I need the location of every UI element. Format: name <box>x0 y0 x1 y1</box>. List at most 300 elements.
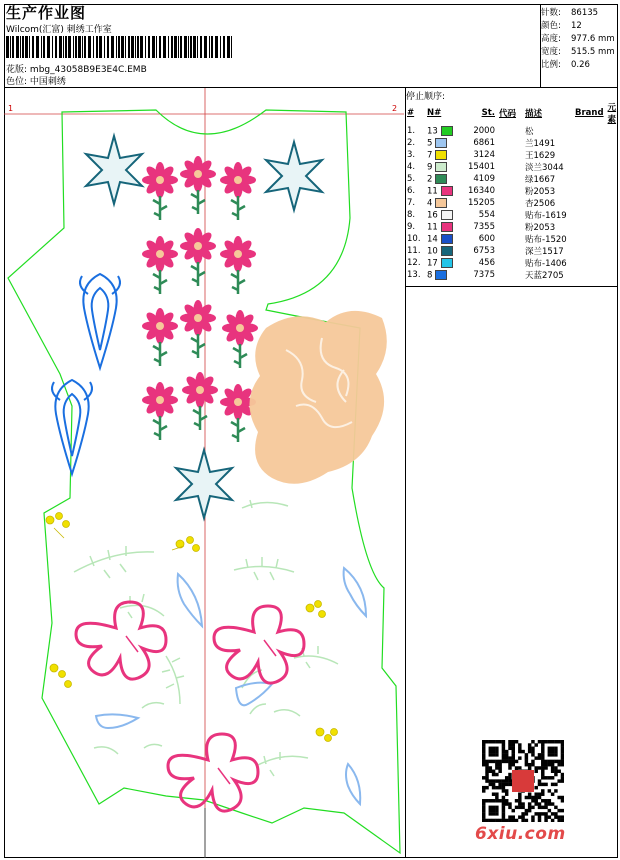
col-needle: N# <box>427 108 442 118</box>
row-brand <box>573 161 606 173</box>
qr-module <box>498 740 501 743</box>
qr-module <box>498 779 501 782</box>
qr-module <box>554 760 557 763</box>
qr-module <box>528 743 531 746</box>
colorway-name: 中国刺绣 <box>29 77 66 87</box>
row-code <box>497 149 523 161</box>
qr-module <box>538 819 541 822</box>
row-needle: 8 <box>425 269 459 281</box>
qr-module <box>492 740 495 743</box>
row-needle: 17 <box>425 257 459 269</box>
qr-module <box>502 753 505 756</box>
qr-module <box>492 809 495 812</box>
pink-daisy <box>222 310 258 368</box>
qr-module <box>482 806 485 809</box>
qr-module <box>518 756 521 759</box>
row-brand <box>573 221 606 233</box>
qr-module <box>534 799 537 802</box>
row-brand <box>573 233 606 245</box>
qr-module <box>502 809 505 812</box>
row-index: 5. <box>407 174 416 184</box>
row-stitches: 456 <box>478 258 495 268</box>
qr-module <box>498 819 501 822</box>
qr-module <box>554 770 557 773</box>
qr-module <box>495 779 498 782</box>
qr-module <box>508 779 511 782</box>
qr-module <box>492 770 495 773</box>
row-code <box>497 257 523 269</box>
row-index: 2. <box>407 138 416 148</box>
color-swatch <box>435 198 447 208</box>
row-stitches: 600 <box>478 234 495 244</box>
pink-daisy <box>220 236 256 294</box>
qr-module <box>482 750 485 753</box>
qr-module <box>492 750 495 753</box>
qr-module <box>512 815 515 818</box>
barcode-bar <box>231 36 232 58</box>
barcode-bar <box>159 36 161 58</box>
qr-module <box>551 740 554 743</box>
table-row <box>405 245 620 257</box>
qr-module <box>515 740 518 743</box>
barcode-bar <box>6 36 9 58</box>
qr-module <box>561 756 564 759</box>
qr-module <box>541 753 544 756</box>
barcode-bar <box>152 36 155 58</box>
qr-module <box>554 812 557 815</box>
qr-module <box>525 809 528 812</box>
qr-module <box>525 760 528 763</box>
qr-module <box>489 770 492 773</box>
row-element <box>606 185 620 197</box>
barcode-bar <box>22 36 24 58</box>
qr-module <box>544 815 547 818</box>
table-row <box>405 185 620 197</box>
qr-module <box>489 812 492 815</box>
teal-star-flower-3 <box>176 450 232 518</box>
qr-module <box>548 740 551 743</box>
color-swatch <box>441 210 453 220</box>
qr-module <box>482 786 485 789</box>
table-row <box>405 257 620 269</box>
row-description: 兰1491 <box>525 139 556 149</box>
qr-module <box>502 740 505 743</box>
qr-module <box>528 806 531 809</box>
row-needle: 9 <box>425 161 459 173</box>
qr-module <box>551 812 554 815</box>
row-code <box>497 161 523 173</box>
qr-module <box>561 740 564 743</box>
col-description: 描述 <box>525 109 543 119</box>
qr-module <box>544 812 547 815</box>
barcode-bar <box>99 36 102 58</box>
qr-module <box>495 812 498 815</box>
row-element <box>606 137 620 149</box>
qr-module <box>541 773 544 776</box>
qr-module <box>538 740 541 743</box>
qr-module <box>515 819 518 822</box>
stat-colors: 颜色: 12 <box>541 21 582 31</box>
qr-module <box>561 776 564 779</box>
row-brand <box>573 257 606 269</box>
qr-module <box>551 802 554 805</box>
qr-module <box>518 802 521 805</box>
page-title: 生产作业图 <box>6 4 87 22</box>
qr-module <box>502 760 505 763</box>
qr-module <box>482 776 485 779</box>
qr-module <box>505 750 508 753</box>
qr-module <box>498 786 501 789</box>
qr-module <box>498 763 501 766</box>
row-description: 绿1667 <box>525 175 556 185</box>
qr-module <box>544 802 547 805</box>
qr-module <box>541 740 544 743</box>
row-needle: 5 <box>425 137 459 149</box>
barcode-bar <box>209 36 210 58</box>
qr-module <box>551 766 554 769</box>
qr-module <box>538 802 541 805</box>
qr-module <box>495 809 498 812</box>
qr-module <box>518 750 521 753</box>
qr-module <box>485 786 488 789</box>
qr-module <box>502 815 505 818</box>
qr-module <box>495 799 498 802</box>
qr-module <box>505 776 508 779</box>
row-index: 7. <box>407 198 416 208</box>
qr-module <box>482 740 485 743</box>
yellow-sprig-3 <box>306 601 326 618</box>
row-stitches: 6861 <box>473 138 495 148</box>
qr-module <box>531 815 534 818</box>
qr-module <box>534 812 537 815</box>
qr-module <box>528 809 531 812</box>
embroidery-design-preview <box>4 88 404 858</box>
qr-module <box>495 747 498 750</box>
qr-module <box>548 750 551 753</box>
qr-module <box>498 766 501 769</box>
qr-module <box>508 763 511 766</box>
barcode-bar <box>163 36 166 58</box>
qr-module <box>544 766 547 769</box>
colorway-label: 色位: <box>6 77 28 87</box>
qr-module <box>525 753 528 756</box>
qr-module <box>541 783 544 786</box>
barcode-bar <box>121 36 124 58</box>
qr-module <box>489 779 492 782</box>
qr-module <box>544 783 547 786</box>
site-watermark: 6xiu.com <box>475 824 566 844</box>
qr-module <box>541 766 544 769</box>
qr-module <box>512 753 515 756</box>
row-index: 1. <box>407 126 416 136</box>
qr-module <box>521 819 524 822</box>
barcode-bar <box>116 36 117 58</box>
qr-module <box>512 743 515 746</box>
row-description: 王1629 <box>525 151 556 161</box>
blue-ornament-left-upper <box>80 274 120 368</box>
qr-module <box>554 806 557 809</box>
qr-module <box>544 776 547 779</box>
barcode-bar <box>52 36 53 58</box>
qr-module <box>482 760 485 763</box>
color-swatch <box>441 186 453 196</box>
table-row <box>405 233 620 245</box>
qr-module <box>554 766 557 769</box>
row-needle: 11 <box>425 221 459 233</box>
qr-module <box>528 750 531 753</box>
qr-module <box>528 747 531 750</box>
qr-module <box>508 760 511 763</box>
qr-module <box>548 802 551 805</box>
color-swatch <box>435 174 447 184</box>
qr-module <box>541 756 544 759</box>
barcode-bar <box>75 36 77 58</box>
qr-module <box>557 779 560 782</box>
qr-module <box>551 747 554 750</box>
qr-module <box>502 802 505 805</box>
qr-module <box>521 750 524 753</box>
qr-module <box>482 815 485 818</box>
qr-module <box>561 753 564 756</box>
qr-module <box>548 760 551 763</box>
qr-module <box>521 812 524 815</box>
row-description: 深兰1517 <box>525 247 564 257</box>
qr-module <box>538 753 541 756</box>
qr-module <box>534 766 537 769</box>
table-header-row <box>405 101 620 125</box>
row-code <box>497 137 523 149</box>
barcode-bar <box>174 36 177 58</box>
qr-module <box>551 760 554 763</box>
barcode-bar <box>211 36 213 58</box>
barcode-bar <box>43 36 45 58</box>
barcode-bar <box>118 36 120 58</box>
qr-module <box>492 819 495 822</box>
qr-module <box>492 786 495 789</box>
qr-module <box>492 783 495 786</box>
barcode-bar <box>145 36 146 58</box>
row-description: 天蓝2705 <box>525 271 564 281</box>
qr-module <box>485 819 488 822</box>
barcode-bar <box>193 36 196 58</box>
qr-module <box>561 809 564 812</box>
qr-module <box>561 743 564 746</box>
qr-module <box>521 815 524 818</box>
qr-module <box>557 819 560 822</box>
qr-module <box>518 796 521 799</box>
row-brand <box>573 269 606 281</box>
qr-module <box>544 763 547 766</box>
row-brand <box>573 245 606 257</box>
qr-module <box>538 766 541 769</box>
qr-module <box>557 815 560 818</box>
qr-module <box>512 750 515 753</box>
barcode-bar <box>84 36 86 58</box>
barcode-bar <box>25 36 28 58</box>
qr-module <box>554 815 557 818</box>
qr-module <box>482 812 485 815</box>
qr-module <box>561 815 564 818</box>
row-element <box>606 173 620 185</box>
qr-module <box>489 760 492 763</box>
qr-module <box>495 766 498 769</box>
qr-module <box>548 753 551 756</box>
qr-module <box>505 802 508 805</box>
barcode-bar <box>200 36 202 58</box>
qr-module <box>485 760 488 763</box>
qr-module <box>508 766 511 769</box>
barcode-bar <box>107 36 109 58</box>
qr-module <box>489 766 492 769</box>
qr-module <box>502 783 505 786</box>
qr-module <box>482 763 485 766</box>
barcode-bar <box>223 36 225 58</box>
col-brand: Brand <box>575 108 604 118</box>
qr-module <box>495 750 498 753</box>
qr-module <box>489 747 492 750</box>
row-description: 杏2506 <box>525 199 556 209</box>
table-row <box>405 137 620 149</box>
qr-module <box>508 747 511 750</box>
qr-module <box>512 819 515 822</box>
qr-module <box>561 799 564 802</box>
barcode-bar <box>59 36 62 58</box>
row-description: 贴布-1406 <box>525 259 567 269</box>
qr-module <box>515 806 518 809</box>
qr-module <box>498 760 501 763</box>
qr-module <box>492 779 495 782</box>
qr-module <box>495 819 498 822</box>
qr-module <box>508 773 511 776</box>
qr-module <box>508 806 511 809</box>
row-index: 6. <box>407 186 416 196</box>
row-needle: 14 <box>425 233 459 245</box>
color-swatch <box>441 234 453 244</box>
row-needle: 16 <box>425 209 459 221</box>
qr-module <box>534 756 537 759</box>
qr-module <box>502 743 505 746</box>
qr-module <box>485 740 488 743</box>
qr-module <box>495 760 498 763</box>
qr-module <box>508 743 511 746</box>
qr-module <box>561 773 564 776</box>
row-needle: 7 <box>425 149 459 161</box>
qr-module <box>495 792 498 795</box>
qr-code <box>482 740 564 822</box>
barcode-bar <box>63 36 64 58</box>
qr-module <box>482 799 485 802</box>
barcode-bar <box>220 36 221 58</box>
qr-module <box>541 776 544 779</box>
qr-module <box>551 776 554 779</box>
color-swatch <box>435 270 447 280</box>
yellow-sprig-2 <box>172 537 200 552</box>
barcode-bar <box>168 36 169 58</box>
peach-damask-motif <box>249 311 386 484</box>
qr-module <box>518 747 521 750</box>
qr-module <box>531 753 534 756</box>
qr-module <box>531 799 534 802</box>
qr-module <box>541 806 544 809</box>
barcode-bar <box>171 36 173 58</box>
qr-module <box>492 753 495 756</box>
row-needle: 10 <box>425 245 459 257</box>
qr-module <box>498 799 501 802</box>
yellow-sprig-5 <box>316 728 338 742</box>
pink-daisy <box>142 162 178 220</box>
barcode-bar <box>156 36 157 58</box>
qr-module <box>554 773 557 776</box>
barcode-bar <box>197 36 198 58</box>
qr-module <box>538 815 541 818</box>
barcode-bar <box>131 36 134 58</box>
qr-module <box>528 763 531 766</box>
row-index: 9. <box>407 222 416 232</box>
qr-module <box>525 763 528 766</box>
qr-module <box>551 819 554 822</box>
row-brand <box>573 209 606 221</box>
barcode-bar <box>215 36 218 58</box>
teal-star-flower-2 <box>266 142 322 210</box>
barcode-bar <box>148 36 150 58</box>
qr-module <box>541 760 544 763</box>
qr-module <box>512 763 515 766</box>
row-index: 3. <box>407 150 416 160</box>
qr-module <box>505 792 508 795</box>
stat-scale: 比例: 0.26 <box>541 60 590 70</box>
row-code <box>497 185 523 197</box>
qr-module <box>557 760 560 763</box>
qr-module <box>557 763 560 766</box>
qr-module <box>502 750 505 753</box>
qr-module <box>505 756 508 759</box>
qr-module <box>538 779 541 782</box>
qr-module <box>495 786 498 789</box>
barcode-bar <box>55 36 57 58</box>
qr-module <box>544 819 547 822</box>
teal-star-flower-1 <box>86 136 142 204</box>
qr-module <box>561 747 564 750</box>
qr-module <box>531 750 534 753</box>
qr-module <box>534 796 537 799</box>
qr-module <box>502 756 505 759</box>
qr-module <box>561 763 564 766</box>
qr-module <box>541 789 544 792</box>
barcode-bar <box>178 36 179 58</box>
qr-module <box>485 766 488 769</box>
color-swatch <box>435 162 447 172</box>
qr-module <box>551 783 554 786</box>
row-index: 13. <box>407 270 421 280</box>
qr-module <box>548 747 551 750</box>
qr-module <box>489 783 492 786</box>
qr-module <box>557 796 560 799</box>
qr-module <box>548 815 551 818</box>
row-stitches: 15205 <box>467 198 495 208</box>
row-element <box>606 269 620 281</box>
qr-module <box>525 819 528 822</box>
row-stitches: 2000 <box>473 126 495 136</box>
row-description: 贴布-1619 <box>525 211 567 221</box>
row-element <box>606 125 620 137</box>
barcode-bar <box>137 36 139 58</box>
row-description: 粉2053 <box>525 223 556 233</box>
qr-module <box>541 743 544 746</box>
qr-module <box>502 779 505 782</box>
row-description: 淡兰3044 <box>525 163 564 173</box>
qr-module <box>495 806 498 809</box>
row-element <box>606 161 620 173</box>
